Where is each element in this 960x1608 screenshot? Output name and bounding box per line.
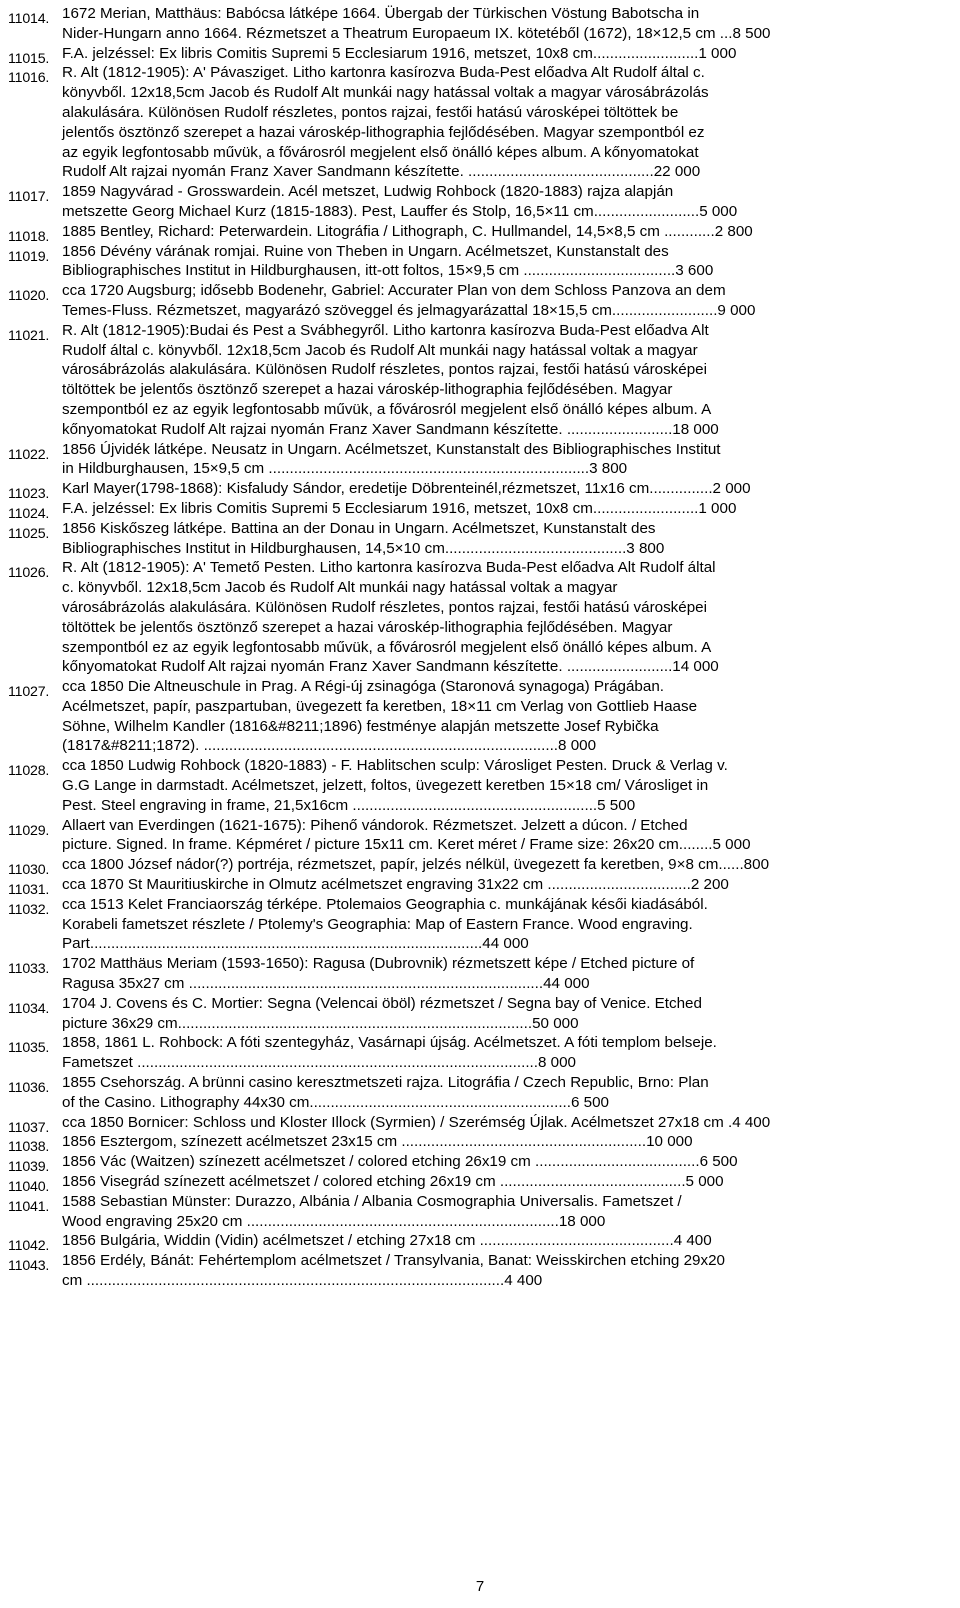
- catalog-entry: [8, 479, 946, 503]
- catalog-entry: [8, 895, 946, 954]
- entry-number: 11039.: [8, 1159, 50, 1176]
- catalog-entry: [8, 677, 946, 756]
- entry-line: 1704 J. Covens és C. Mortier: Segna (Velencai öböl) rézmetszet / Segna bay of Venice. Etched: [62, 994, 702, 1012]
- entry-line: cca 1513 Kelet Franciaország térképe. Ptolemaios Geographia c. munkájának késői kiadásából.: [62, 895, 708, 913]
- catalog-entry: [8, 1073, 946, 1113]
- entry-line: az egyik legfontosabb művük, a fővárosról megjelent első önálló képes album. A kőnyomatokat: [62, 143, 699, 161]
- catalog-entry: [8, 519, 946, 559]
- catalog-entry: [8, 994, 946, 1034]
- catalog-entry: [8, 558, 946, 677]
- entry-line: cca 1850 Ludwig Rohbock (1820-1883) - F. Hablitschen sculp: Városliget Pesten. Druck & Verlag v.: [62, 757, 728, 775]
- entry-line: picture. Signed. In frame. Képméret / picture 15x11 cm. Keret méret / Frame size: 26x20 cm........5 000: [62, 836, 751, 854]
- entry-number: 11021.: [8, 327, 50, 344]
- entry-line: alakulására. Különösen Rudolf részletes, pontos rajzai, festői hatású városképei töltöttek be: [62, 103, 679, 121]
- entry-line: kőnyomatokat Rudolf Alt rajzai nyomán Franz Xaver Sandmann készítette. .........................18 000: [62, 420, 719, 438]
- entry-line: Ragusa 35x27 cm ....................................................................................44 000: [62, 975, 590, 993]
- catalog-entry: [8, 281, 946, 321]
- catalog-entry: [8, 182, 946, 222]
- entry-number: 11022.: [8, 446, 50, 463]
- entry-number: 11030.: [8, 862, 50, 879]
- entry-line: 1856 Dévény várának romjai. Ruine von Theben in Ungarn. Acélmetszet, Kunstanstalt des: [62, 242, 669, 260]
- entry-line: 1856 Erdély, Bánát: Fehértemplom acélmetszet / Transylvania, Banat: Weisskirchen etching 29x20: [62, 1252, 725, 1270]
- entry-line: F.A. jelzéssel: Ex libris Comitis Supremi 5 Ecclesiarum 1916, metszet, 10x8 cm.........................1 000: [62, 499, 737, 517]
- entry-line: 1856 Vác (Waitzen) színezett acélmetszet / colored etching 26x19 cm .......................................6 500: [62, 1153, 738, 1171]
- catalog-entry: [8, 1152, 946, 1176]
- entry-line: Part.............................................................................................44 000: [62, 935, 529, 953]
- catalog-entry: [8, 1192, 946, 1232]
- catalog-entry: [8, 875, 946, 899]
- entry-line: Bibliographisches Institut in Hildburghausen, 14,5×10 cm...........................................3 800: [62, 539, 665, 557]
- entry-number: 11025.: [8, 525, 50, 542]
- entry-line: cm ...................................................................................................4 400: [62, 1272, 543, 1289]
- entry-line: 1858, 1861 L. Rohbock: A fóti szentegyház, Vasárnapi újság. Acélmetszet. A fóti templom belseje.: [62, 1034, 717, 1052]
- entry-line: Fametszet ...............................................................................................8 000: [62, 1054, 576, 1072]
- entry-line: városábrázolás alakulására. Különösen Rudolf részletes, pontos rajzai, festői hatású városképei: [62, 598, 707, 616]
- catalog-entry: [8, 855, 946, 879]
- entry-line: G.G Lange in darmstadt. Acélmetszet, jelzett, foltos, üvegezett keretben 15×18 cm/ Városliget in: [62, 777, 709, 795]
- entry-line: könyvből. 12x18,5cm Jacob és Rudolf Alt munkái nagy hatással voltak a magyar városábrázolás: [62, 84, 709, 102]
- catalog-entry: [8, 321, 946, 440]
- catalog-entry: [8, 1251, 946, 1291]
- catalog-entry: [8, 1113, 946, 1136]
- entry-line: 1856 Kiskőszeg látképe. Battina an der Donau in Ungarn. Acélmetszet, Kunstanstalt des: [62, 519, 656, 537]
- entry-line: kőnyomatokat Rudolf Alt rajzai nyomán Franz Xaver Sandmann készítette. .........................14 000: [62, 658, 719, 676]
- entry-line: cca 1720 Augsburg; idősebb Bodenehr, Gabriel: Accurater Plan von dem Schloss Panzova an dem: [62, 282, 726, 300]
- entry-line: R. Alt (1812-1905): A' Pávasziget. Litho kartonra kasírozva Buda-Pest előadva Alt Rudolf által c.: [62, 64, 705, 82]
- entry-number: 11042.: [8, 1238, 50, 1255]
- entry-number: 11019.: [8, 248, 50, 265]
- catalog-entry: [8, 816, 946, 856]
- entry-line: in Hildburghausen, 15×9,5 cm ............................................................................3 800: [62, 460, 628, 478]
- entry-number: 11026.: [8, 565, 50, 582]
- entry-number: 11033.: [8, 961, 50, 978]
- entry-line: Söhne, Wilhelm Kandler (1816&#8211;1896) festménye alapján metszette Josef Rybička: [62, 717, 659, 735]
- catalog-entry: [8, 63, 946, 182]
- entry-number: 11015.: [8, 50, 50, 67]
- entry-number: 11040.: [8, 1179, 50, 1196]
- entry-number: 11036.: [8, 1080, 50, 1097]
- entry-line: cca 1850 Bornicer: Schloss und Kloster Illock (Syrmien) / Szerémség Újlak. Acélmetszet 27x18 cm .4 400: [62, 1113, 771, 1131]
- entry-line: Karl Mayer(1798-1868): Kisfaludy Sándor, eredetije Döbrenteinél,rézmetszet, 11x16 cm...............2 000: [62, 480, 751, 498]
- entry-number: 11016.: [8, 70, 50, 87]
- entry-line: of the Casino. Lithography 44x30 cm..............................................................6 500: [62, 1093, 609, 1111]
- entry-number: 11038.: [8, 1139, 50, 1156]
- entry-number: 11035.: [8, 1040, 50, 1057]
- entry-number: 11027.: [8, 684, 50, 701]
- entry-number: 11037.: [8, 1119, 50, 1136]
- entry-line: Nider-Hungarn anno 1664. Rézmetszet a Theatrum Europaeum IX. kötetéből (1672), 18×12,5 cm ...8 500: [62, 24, 771, 42]
- entry-number: 11017.: [8, 189, 50, 206]
- entry-line: cca 1870 St Mauritiuskirche in Olmutz acélmetszet engraving 31x22 cm ..................................2 200: [62, 876, 729, 894]
- entry-number: 11018.: [8, 228, 50, 245]
- entry-line: jelentős ösztönző szerepet a hazai városkép-lithographia fejlődésében. Magyar szempontból ez: [62, 123, 705, 141]
- catalog-entry: [8, 1132, 946, 1156]
- catalog-entry: [8, 1033, 946, 1073]
- entry-number: 11024.: [8, 505, 50, 522]
- entry-line: 1856 Bulgária, Widdin (Vidin) acélmetszet / etching 27x18 cm ..............................................4 400: [62, 1232, 712, 1250]
- catalog-list: [8, 4, 946, 1291]
- entry-line: 1856 Újvidék látképe. Neusatz in Ungarn. Acélmetszet, Kunstanstalt des Bibliographisches Institut: [62, 440, 721, 458]
- catalog-entry: [8, 1231, 946, 1255]
- entry-line: Rudolf Alt rajzai nyomán Franz Xaver Sandmann készítette. ............................................22 000: [62, 163, 701, 181]
- entry-line: cca 1800 József nádor(?) portréja, rézmetszet, papír, jelzés nélkül, üvegezett fa keretben, 9×8 cm......800: [62, 856, 770, 874]
- page-number: 7: [475, 1578, 485, 1595]
- catalog-entry: [8, 44, 946, 67]
- entry-number: 11029.: [8, 822, 50, 839]
- entry-line: 1856 Esztergom, színezett acélmetszet 23x15 cm ..........................................................10 000: [62, 1133, 693, 1151]
- entry-number: 11023.: [8, 486, 50, 503]
- catalog-entry: [8, 954, 946, 994]
- catalog-entry: [8, 4, 946, 44]
- entry-line: töltöttek be jelentős ösztönző szerepet a hazai városkép-lithographia fejlődésében. Magyar: [62, 618, 673, 636]
- catalog-entry: [8, 242, 946, 282]
- entry-line: 1702 Matthäus Meriam (1593-1650): Ragusa (Dubrovnik) rézmetszett képe / Etched picture of: [62, 955, 695, 973]
- entry-line: 1885 Bentley, Richard: Peterwardein. Litográfia / Lithograph, C. Hullmandel, 14,5×8,5 cm ............2 800: [62, 222, 753, 240]
- catalog-entry: [8, 222, 946, 245]
- entry-line: Temes-Fluss. Rézmetszet, magyarázó szöveggel és jelmagyarázattal 18×15,5 cm.........................9 000: [62, 301, 756, 319]
- entry-number: 11041.: [8, 1198, 50, 1215]
- entry-number: 11043.: [8, 1258, 50, 1275]
- entry-line: Bibliographisches Institut in Hildburghausen, itt-ott foltos, 15×9,5 cm ....................................3 600: [62, 262, 714, 280]
- entry-line: R. Alt (1812-1905):Budai és Pest a Svábhegyről. Litho kartonra kasírozva Buda-Pest előadva Alt: [62, 321, 709, 339]
- entry-line: Acélmetszet, papír, paszpartuban, üvegezett fa keretben, 18×11 cm Verlag von Gottlieb Haase: [62, 697, 698, 715]
- entry-line: F.A. jelzéssel: Ex libris Comitis Supremi 5 Ecclesiarum 1916, metszet, 10x8 cm.........................1 000: [62, 44, 737, 62]
- entry-line: szempontból ez az egyik legfontosabb művük, a fővárosról megjelent első önálló képes album. A: [62, 400, 712, 418]
- entry-number: 11028.: [8, 763, 50, 780]
- catalog-entry: [8, 499, 946, 522]
- catalog-entry: [8, 1172, 946, 1196]
- entry-line: töltöttek be jelentős ösztönző szerepet a hazai városkép-lithographia fejlődésében. Magyar: [62, 381, 673, 399]
- entry-line: picture 36x29 cm....................................................................................50 000: [62, 1014, 579, 1032]
- entry-line: 1855 Csehország. A brünni casino keresztmetszeti rajza. Litográfia / Czech Republic, Brno: Plan: [62, 1074, 709, 1092]
- entry-line: városábrázolás alakulására. Különösen Rudolf részletes, pontos rajzai, festői hatású városképei: [62, 361, 707, 379]
- entry-line: Korabeli fametszet részlete / Ptolemy's Geographia: Map of Eastern France. Wood engraving.: [62, 915, 693, 933]
- entry-number: 11031.: [8, 882, 50, 899]
- entry-line: c. könyvből. 12x18,5cm Jacob és Rudolf Alt munkái nagy hatással voltak a magyar: [62, 579, 618, 597]
- entry-line: Pest. Steel engraving in frame, 21,5x16cm ..........................................................5 500: [62, 796, 636, 814]
- entry-line: metszette Georg Michael Kurz (1815-1883). Pest, Lauffer és Stolp, 16,5×11 cm.........................5 000: [62, 202, 738, 220]
- entry-line: 1859 Nagyvárad - Grosswardein. Acél metszet, Ludwig Rohbock (1820-1883) rajza alapján: [62, 183, 674, 201]
- entry-line: (1817&#8211;1872). ....................................................................................8 000: [62, 737, 597, 755]
- entry-line: R. Alt (1812-1905): A' Temető Pesten. Litho kartonra kasírozva Buda-Pest előadva Alt Rudolf által: [62, 559, 716, 577]
- entry-number: 11032.: [8, 901, 50, 918]
- catalog-entry: [8, 440, 946, 480]
- entry-line: szempontból ez az egyik legfontosabb művük, a fővárosról megjelent első önálló képes album. A: [62, 638, 712, 656]
- entry-line: 1672 Merian, Matthäus: Babócsa látképe 1664. Übergab der Türkischen Vöstung Babotscha in: [62, 5, 700, 22]
- entry-line: 1588 Sebastian Münster: Durazzo, Albánia / Albania Cosmographia Universalis. Fametszet /: [62, 1192, 682, 1210]
- entry-line: Rudolf által c. könyvből. 12x18,5cm Jacob és Rudolf Alt munkái nagy hatással voltak a magyar: [62, 341, 698, 359]
- entry-number: 11020.: [8, 288, 50, 305]
- catalog-entry: [8, 756, 946, 815]
- entry-number: 11034.: [8, 1000, 50, 1017]
- entry-line: Allaert van Everdingen (1621-1675): Pihenő vándorok. Rézmetszet. Jelzett a dúcon. / Etched: [62, 816, 688, 834]
- entry-number: 11014.: [8, 11, 50, 27]
- entry-line: cca 1850 Die Altneuschule in Prag. A Régi-új zsinagóga (Staronová synagoga) Prágában.: [62, 678, 664, 696]
- entry-line: Wood engraving 25x20 cm ..........................................................................18 000: [62, 1212, 606, 1230]
- entry-line: 1856 Visegrád színezett acélmetszet / colored etching 26x19 cm ............................................5 000: [62, 1173, 724, 1191]
